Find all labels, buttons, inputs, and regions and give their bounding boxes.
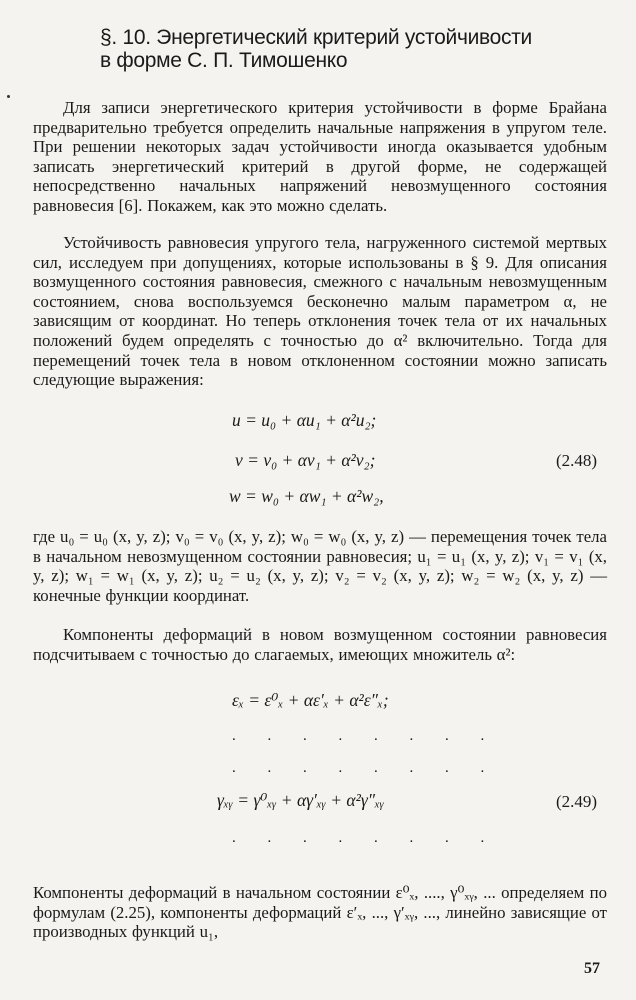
equation-number-2-48: (2.48) [556, 451, 598, 470]
equation-2-49-line-1: εₓ = ε⁰ₓ + αε′ₓ + α²ε″ₓ; [232, 690, 389, 710]
section-title-line2: в форме С. П. Тимошенко [100, 49, 348, 72]
equation-2-49-line-2: γₓᵧ = γ⁰ₓᵧ + αγ′ₓᵧ + α²γ″ₓᵧ [217, 790, 385, 810]
page-number: 57 [584, 960, 600, 977]
section-title [100, 26, 590, 72]
section-title-line1: §. 10. Энергетический критерий устойчивости [100, 26, 532, 49]
paragraph-4: Компоненты деформаций в новом возмущенном состоянии равновесия подсчитываем с точностью до слагаемых, имеющих множитель α²: [33, 625, 607, 664]
paragraph-1: Для записи энергетического критерия устойчивости в форме Брайана предварительно требуется определить начальные напряжения в упругом теле. При решении некоторых задач устойчивости иногда оказывается удобным записать энергетический критерий в другой форме, не содержащей непосредственно начальных напряжений невозмущенного состояния равновесия [6]. Покажем, как это можно сделать. [33, 98, 607, 215]
paragraph-2: Устойчивость равновесия упругого тела, нагруженного системой мертвых сил, исследуем при допущениях, которые использованы в § 9. Для описания возмущенного состояния равновесия, смежного с начальным невозмущенным состоянием, снова воспользуемся бесконечно малым параметром α, не зависящим от координат. Но теперь отклонения точек тела от их начальных положений будем определять с точностью до α² включительно. Тогда для перемещений точек тела в новом отклоненном состоянии можно записать следующие выражения: [33, 233, 607, 390]
equation-number-2-49: (2.49) [556, 792, 598, 811]
equation-2-49-dots-1: . . . . . . . . [232, 728, 499, 744]
equation-2-48-line-2: v = v₀ + αv₁ + α²v₂; [235, 450, 376, 470]
paragraph-5: Компоненты деформаций в начальном состоянии ε⁰ₓ, ...., γ⁰ₓᵧ, ... определяем по формулам (2.25), компоненты деформаций ε′ₓ, ..., γ′ₓᵧ, ..., линейно зависящие от производных функций u₁, [33, 883, 607, 942]
equation-2-49-dots-2: . . . . . . . . [232, 760, 499, 776]
equation-2-49-dots-3: . . . . . . . . [232, 830, 499, 846]
equation-2-48-line-1: u = u₀ + αu₁ + α²u₂; [232, 410, 377, 430]
equation-2-48-line-3: w = w₀ + αw₁ + α²w₂, [229, 486, 384, 506]
margin-mark [7, 95, 10, 98]
paragraph-3: где u₀ = u₀ (x, y, z); v₀ = v₀ (x, y, z); w₀ = w₀ (x, y, z) — перемещения точек тела в начальном невозмущенном состоянии равновесия; u₁ = u₁ (x, y, z); v₁ = v₁ (x, y, z); w₁ = w₁ (x, y, z); u₂ = u₂ (x, y, z); v₂ = v₂ (x, y, z); w₂ = w₂ (x, y, z) — конечные функции координат. [33, 527, 607, 605]
